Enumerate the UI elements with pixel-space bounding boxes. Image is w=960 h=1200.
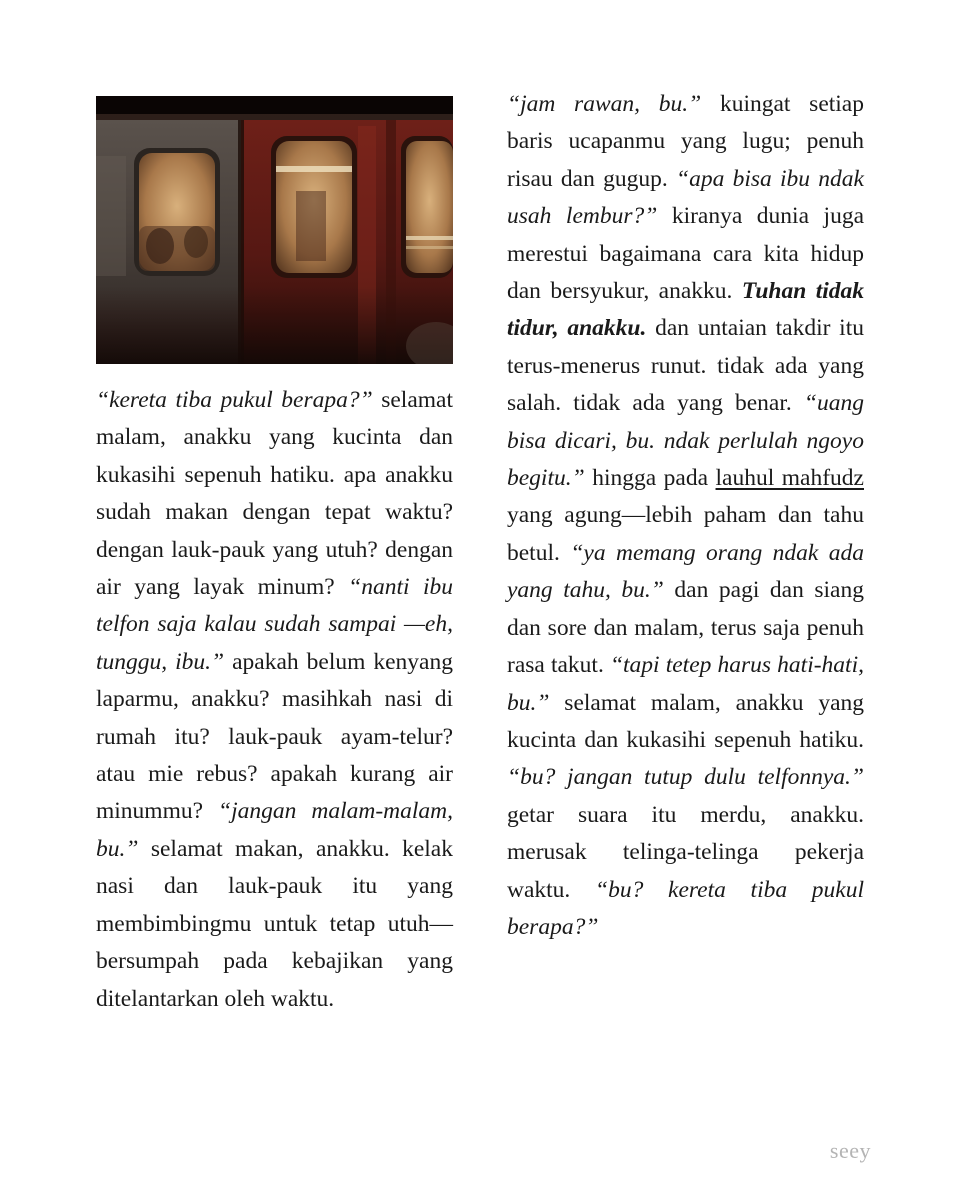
quote-ya-memang: “ya memang orang ndak ada yang tahu, bu.”: [507, 539, 864, 604]
train-photo: [96, 96, 453, 364]
poem-text: selamat malam, anakku yang kucinta dan kukasihi sepenuh hatiku.: [507, 689, 864, 753]
quote-kereta-tiba-closing: “bu? kereta tiba pukul berapa?”: [507, 876, 864, 940]
poem-text: selamat makan, anakku. kelak nasi dan lauk-pauk itu yang membimbingmu untuk tetap utuh—bersumpah pada kebajikan yang ditelantarkan oleh waktu.: [96, 835, 453, 1012]
quote-apa-bisa-ibu: “apa bisa ibu ndak usah lembur?”: [507, 165, 864, 230]
quote-jam-rawan: “jam rawan, bu.”: [507, 91, 702, 117]
poem-paragraph-right: [507, 86, 864, 946]
poem-column-left: [96, 382, 453, 1018]
quote-jangan-malam: “jangan malam-malam, bu.”: [96, 798, 453, 862]
emphasis-tuhan-tidak-tidur: Tuhan tidak tidur, anakku.: [507, 278, 865, 342]
author-signature: seey: [829, 1138, 871, 1163]
quote-jangan-tutup: “bu? jangan tutup dulu telfonnya.”: [507, 764, 864, 791]
poem-column-right: [507, 86, 864, 946]
quote-kereta-tiba: “kereta tiba pukul berapa?”: [96, 387, 373, 413]
underlined-lauhul-mahfudz: lauhul mahfudz: [715, 465, 864, 492]
quote-tapi-tetep: “tapi tetep harus hati-hati, bu.”: [507, 652, 864, 716]
poem-text: kuingat setiap baris ucapanmu yang lugu; penuh risau dan gugup.: [507, 91, 864, 192]
poem-text: hingga pada: [584, 465, 716, 492]
poem-text: kiranya dunia juga merestui bagaimana cara kita hidup dan bersyukur, anakku.: [507, 203, 864, 305]
poem-text: selamat malam, anakku yang kucinta dan kukasihi sepenuh hatiku. apa anakku sudah makan dengan tepat waktu? dengan lauk-pauk yang utuh? dengan air yang layak minum?: [96, 387, 453, 601]
poem-text: dan untaian takdir itu terus-menerus runut. tidak ada yang salah. tidak ada yang benar.: [507, 315, 864, 417]
quote-nanti-ibu-telfon: “nanti ibu telfon saja kalau sudah sampai —eh, tunggu, ibu.”: [96, 574, 453, 675]
poem-text: getar suara itu merdu, anakku. merusak telinga-telinga pekerja waktu.: [507, 801, 864, 903]
poem-text: dan pagi dan siang dan sore dan malam, terus saja penuh rasa takut.: [507, 577, 864, 679]
quote-uang-bisa-dicari: “uang bisa dicari, bu. ndak perlulah ngoyo begitu.”: [507, 390, 864, 492]
poem-text: yang agung—lebih paham dan tahu betul.: [507, 502, 864, 566]
poem-text: apakah belum kenyang laparmu, anakku? masihkah nasi di rumah itu? lauk-pauk ayam-telur? atau mie rebus? apakah kurang air minummu?: [96, 648, 453, 825]
poem-paragraph-left: [96, 382, 453, 1018]
train-photo-illustration: [96, 96, 453, 364]
